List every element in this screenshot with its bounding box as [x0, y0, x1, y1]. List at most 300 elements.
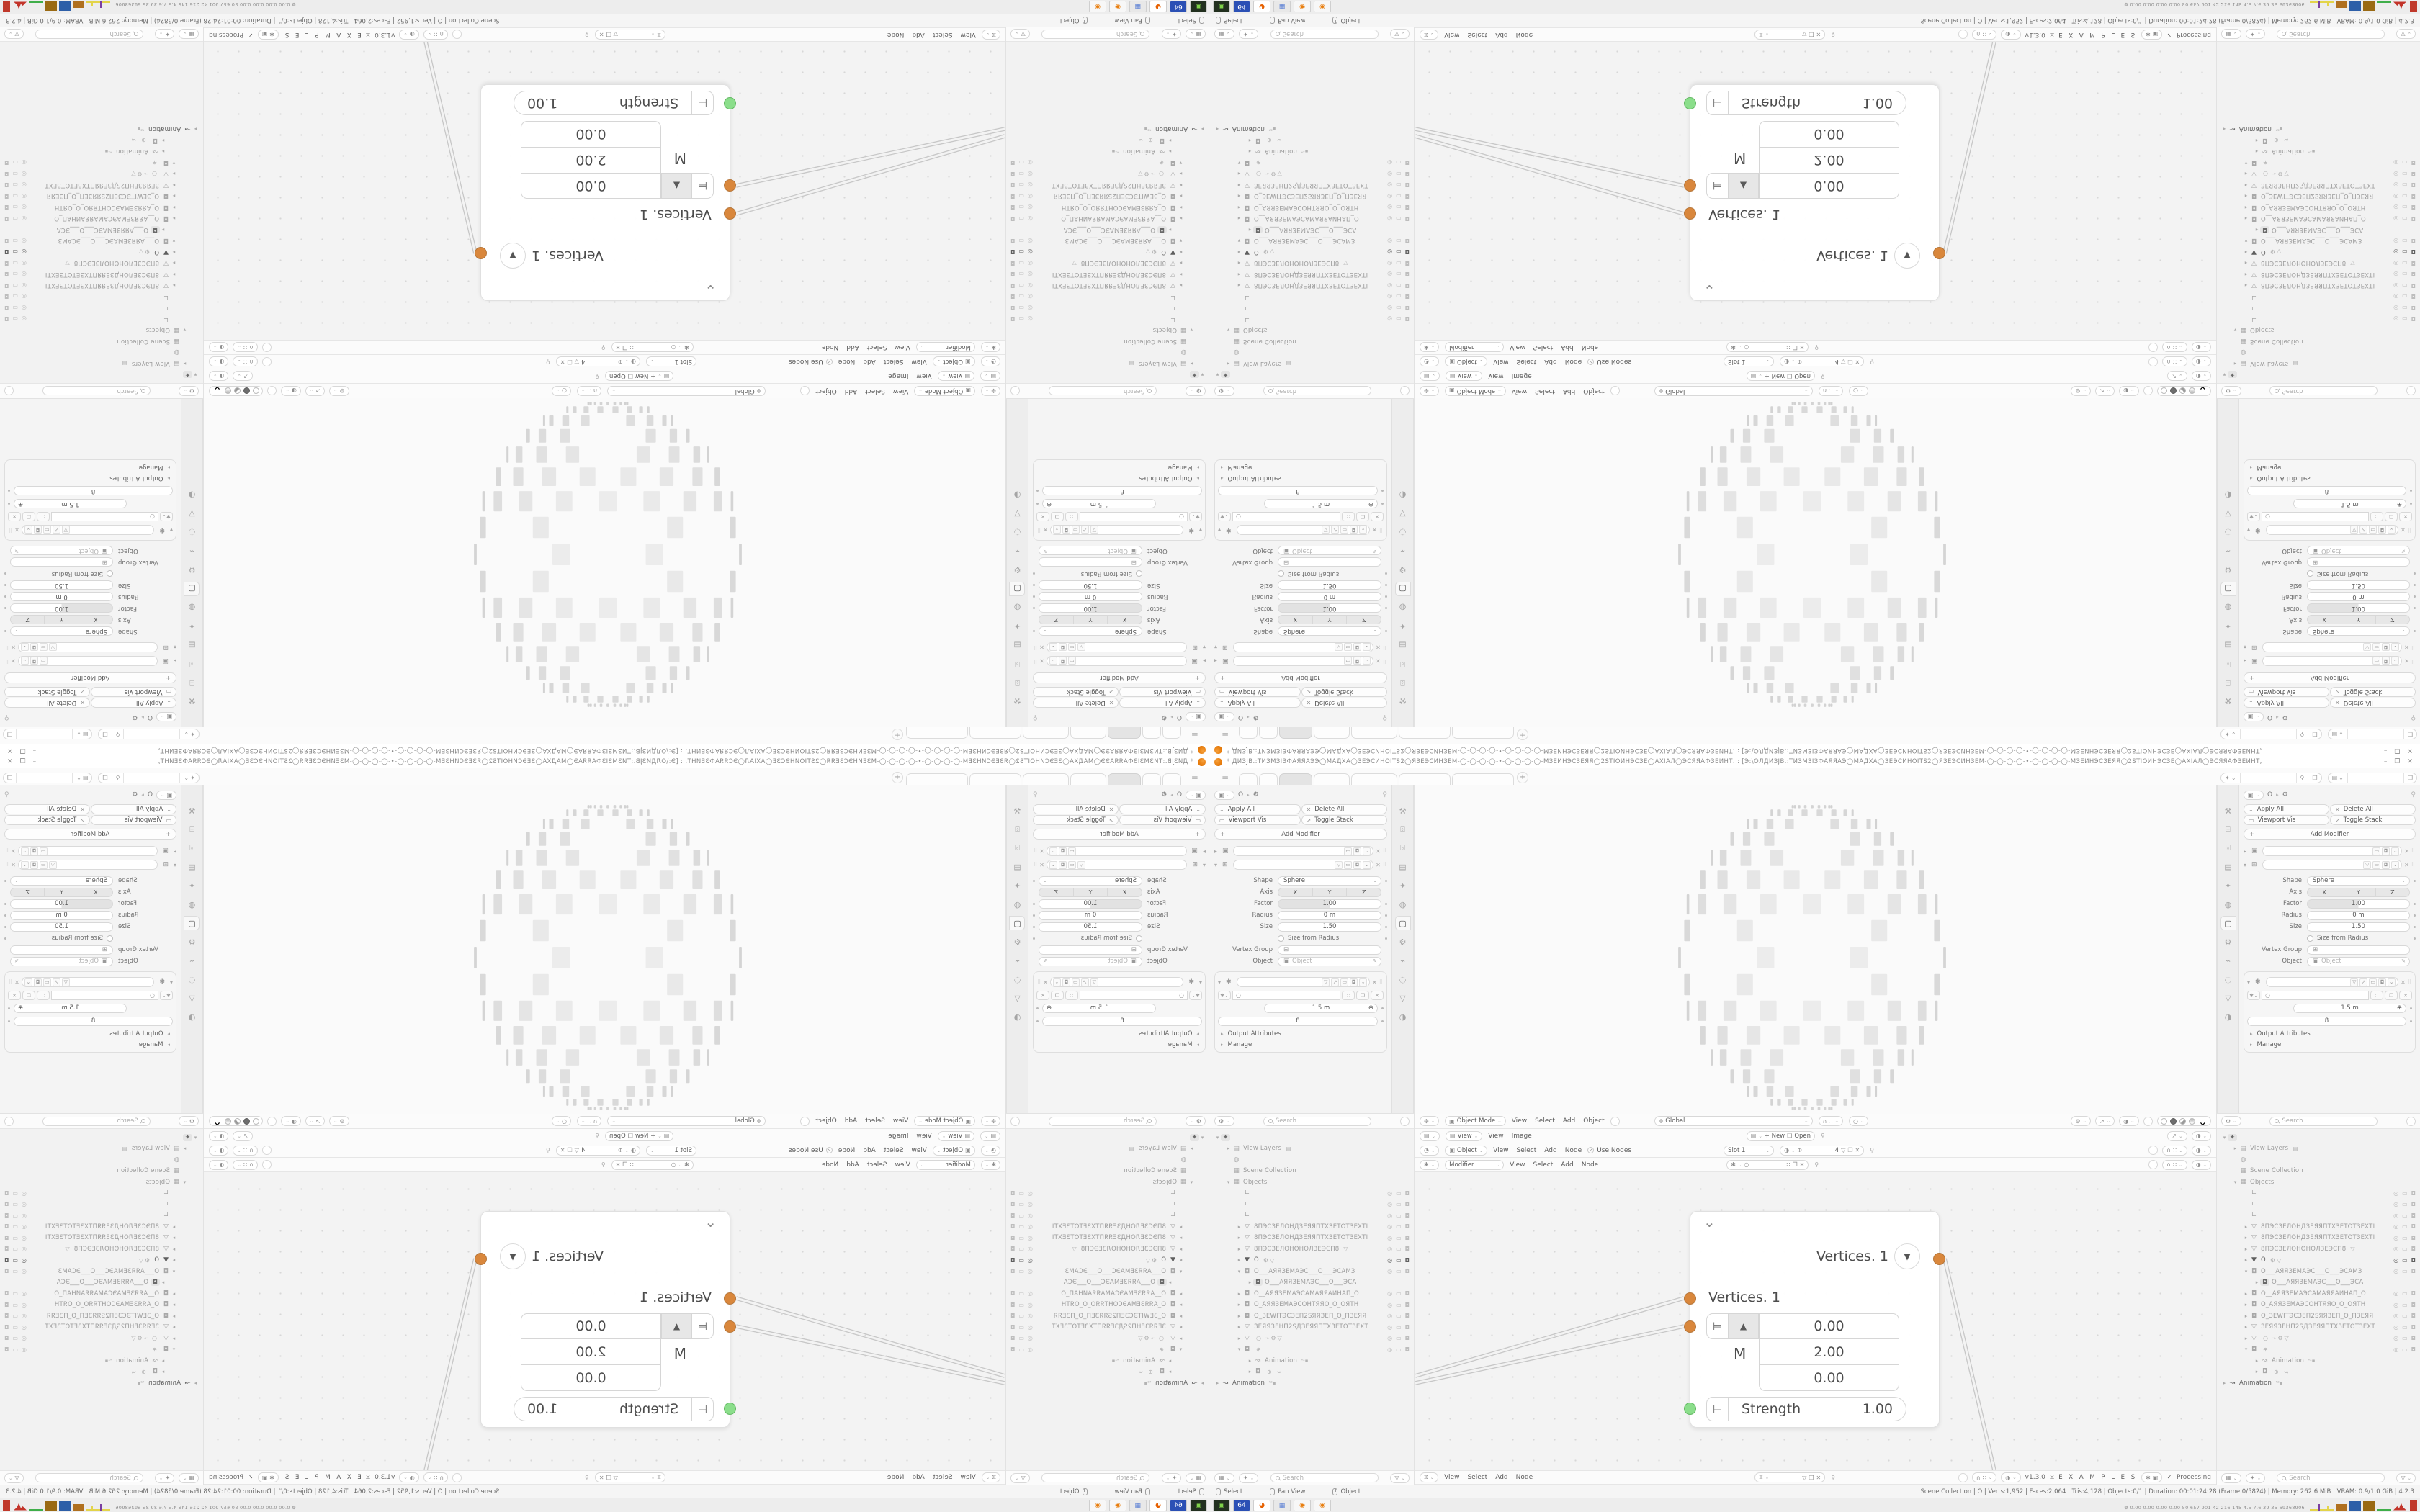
object-breadcrumb-selector[interactable]: ▣ ⌄	[156, 713, 176, 722]
viewport-disable-icon[interactable]: ▭	[2402, 215, 2408, 222]
solid-shading-icon[interactable]	[243, 1118, 250, 1125]
render-disable-icon[interactable]: ◘	[2411, 315, 2416, 323]
use-nodes-checkbox[interactable]: ✓ Use Nodes	[1588, 358, 1632, 366]
modifier-name-field[interactable]: ▽ ▭ ◘ ⌄	[1047, 860, 1187, 870]
rendered-shading-icon[interactable]	[2189, 388, 2195, 395]
hide-icon[interactable]: ◎	[1387, 1223, 1393, 1230]
render-disable-icon[interactable]: ◘	[2411, 1268, 2416, 1275]
outliner-item[interactable]	[0, 1188, 203, 1200]
node-group-selector[interactable]: ✱ ⌄ ○ ∷ ❐ ✕	[1726, 343, 1809, 353]
overlays-dropdown[interactable]: ◑ ⌄	[209, 1131, 228, 1141]
add-workspace-button[interactable]: +	[1517, 772, 1528, 783]
modifier-row-collapsed[interactable]: ▸ ▣ ▭ ◘ ⌄ ✕ ⠿	[2244, 657, 2416, 665]
expand-icon[interactable]: ▸	[1201, 1380, 1204, 1386]
shape-dropdown[interactable]: Sphere ⌄	[1039, 876, 1142, 886]
snap-dropdown[interactable]: ∩ ∷ ⌄	[233, 1160, 257, 1170]
modifier-row-collapsed[interactable]: ▸ ▣ ▭ ◘ ⌄ ✕ ⠿	[1214, 847, 1387, 855]
menu-select[interactable]: Select	[1516, 1146, 1537, 1154]
hide-icon[interactable]: ◎	[21, 1189, 27, 1197]
viewport-disable-icon[interactable]: ▭	[1018, 1246, 1024, 1253]
render-disable-icon[interactable]: ◘	[1010, 1246, 1016, 1253]
viewport-disable-icon[interactable]: ▭	[12, 282, 18, 289]
material-shading-icon[interactable]	[234, 1118, 241, 1125]
hide-icon[interactable]: ◎	[1387, 1346, 1393, 1353]
object-breadcrumb-selector[interactable]: ▣ ⌄	[156, 791, 176, 800]
properties-tab-icon-10[interactable]: ▽	[189, 993, 195, 1003]
menu-view[interactable]: View	[916, 1132, 932, 1140]
expand-icon[interactable]: ▾	[1179, 1346, 1183, 1353]
viewport-disable-icon[interactable]: ▭	[2402, 271, 2408, 278]
menu-select[interactable]: Select	[1533, 343, 1554, 351]
node-group-field[interactable]: ○	[2262, 512, 2369, 521]
size-field[interactable]: 1.50	[1039, 922, 1142, 932]
outliner-item[interactable]	[1210, 1310, 1414, 1322]
hide-icon[interactable]: ◎	[1027, 248, 1033, 256]
expand-icon[interactable]: ▸	[172, 1313, 176, 1319]
hide-icon[interactable]: ◎	[1027, 259, 1033, 266]
size-field[interactable]: 1.50	[2307, 922, 2410, 932]
render-disable-icon[interactable]: ◘	[2411, 282, 2416, 289]
properties-tab-icon-9[interactable]: ◌	[188, 528, 196, 538]
modifier-row-nodes[interactable]: ▾ ✱ ▽ ↗ ▭ ◘ ⌄ ✕ ⠿	[1218, 526, 1384, 534]
hide-icon[interactable]: ◎	[2393, 170, 2399, 177]
render-disable-icon[interactable]: ◘	[4, 304, 9, 311]
menu-add[interactable]: Add	[912, 31, 925, 38]
outliner-item[interactable]	[0, 347, 203, 359]
minimize-button[interactable]: –	[2383, 747, 2388, 754]
hide-icon[interactable]: ◎	[21, 248, 27, 256]
viewport-disable-icon[interactable]: ▭	[1396, 293, 1402, 300]
options-button[interactable]	[1010, 1117, 1020, 1126]
expand-icon[interactable]: ▾	[1190, 1179, 1193, 1185]
taskbar-app-icon-3[interactable]: ◕	[1150, 1500, 1167, 1511]
input-socket-vertices[interactable]	[724, 207, 736, 220]
viewport-disable-icon[interactable]: ▭	[1396, 1335, 1402, 1342]
menu-node[interactable]: Node	[1564, 358, 1582, 366]
factor-field[interactable]: 1.00	[10, 899, 113, 909]
display-mode-button[interactable]: ▦ ⌄	[1186, 1473, 1206, 1483]
node-count-field[interactable]: 8	[14, 487, 173, 496]
hide-icon[interactable]: ◎	[1027, 1335, 1033, 1342]
outliner-item[interactable]	[1006, 1143, 1210, 1155]
expand-icon[interactable]: ▸	[1179, 271, 1183, 277]
render-disable-icon[interactable]: ◘	[1404, 1212, 1410, 1219]
modifier-name-field[interactable]: ▽ ↗ ▭ ◘ ⌄	[1050, 525, 1183, 535]
expand-icon[interactable]: ▾	[1179, 159, 1183, 166]
outliner-item[interactable]	[1210, 1255, 1414, 1266]
viewport-3d[interactable]	[1415, 785, 2216, 1114]
hide-icon[interactable]: ◎	[21, 1323, 27, 1331]
menu-object[interactable]: Object	[815, 1117, 837, 1125]
taskbar-app-icon-3[interactable]: ◕	[1150, 1, 1167, 13]
display-mode-button[interactable]: ▦ ⌄	[2221, 1473, 2241, 1483]
add-modifier-button[interactable]: + Add Modifier	[2244, 829, 2416, 840]
menu-node[interactable]: Node	[1515, 31, 1533, 38]
workspace-tab-5[interactable]	[1023, 727, 1069, 739]
taskbar-app-icon-4[interactable]: ▦	[1129, 1, 1147, 13]
overlays-dropdown[interactable]: ↗ ⌄	[2095, 386, 2115, 396]
hide-icon[interactable]: ◎	[2393, 271, 2399, 278]
vertex-group-field[interactable]: ⊞	[1039, 945, 1142, 955]
expand-icon[interactable]: ▸	[1168, 137, 1172, 143]
toggle-stack-button[interactable]: ↗ Toggle Stack	[2330, 815, 2416, 825]
viewport-disable-icon[interactable]: ▭	[12, 1290, 18, 1297]
properties-tab-icon-0[interactable]: ⚒	[1013, 806, 1021, 816]
render-disable-icon[interactable]: ◘	[2411, 1313, 2416, 1320]
properties-tab-icon-7[interactable]: ⚙	[1013, 937, 1021, 947]
render-disable-icon[interactable]: ◘	[4, 192, 9, 199]
close-button[interactable]: ✕	[2407, 747, 2413, 754]
slot-dropdown[interactable]: Slot 1 ⌄	[1724, 357, 1774, 367]
input-socket-vertices[interactable]	[1684, 1292, 1696, 1305]
modifier-row-deform[interactable]: ▾ ⊞ ▽ ▭ ◘ ⌄ ✕ ⠿	[4, 861, 176, 868]
pin-icon[interactable]: ⚲	[1831, 1474, 1836, 1481]
object-breadcrumb-selector[interactable]: ▣ ⌄	[1186, 791, 1206, 800]
modifier-row-collapsed[interactable]: ▸ ▣ ▭ ◘ ⌄ ✕ ⠿	[1033, 657, 1206, 665]
add-modifier-button[interactable]: + Add Modifier	[4, 829, 176, 840]
input-socket-vector[interactable]	[1684, 1320, 1696, 1333]
taskbar-app-icon-5[interactable]: ◉	[1294, 1, 1311, 13]
minimize-button[interactable]: –	[32, 747, 37, 754]
render-disable-icon[interactable]: ◘	[4, 1335, 9, 1342]
outliner-item[interactable]	[1006, 302, 1210, 314]
hide-icon[interactable]: ◎	[1387, 315, 1393, 323]
fake-user-icon[interactable]: ∷	[1342, 512, 1355, 521]
delete-all-button[interactable]: ✕ Delete All	[1301, 804, 1388, 814]
size-from-radius-radio[interactable]	[1136, 935, 1142, 942]
workspace-tab-4[interactable]	[1314, 773, 1350, 785]
search-input[interactable]: Search	[2269, 1117, 2378, 1126]
render-disable-icon[interactable]: ◘	[4, 282, 9, 289]
render-disable-icon[interactable]: ◘	[2411, 237, 2416, 244]
render-disable-icon[interactable]: ◘	[4, 315, 9, 323]
outliner-item[interactable]	[2217, 124, 2420, 135]
outliner-item[interactable]	[1210, 280, 1414, 292]
viewport-disable-icon[interactable]: ▭	[12, 1212, 18, 1219]
properties-tab-icon-7[interactable]: ⚙	[1013, 565, 1021, 575]
menu-node[interactable]: Node	[1581, 1161, 1599, 1169]
shading-mode-toggle[interactable]: ⌄	[209, 1116, 263, 1126]
expand-icon[interactable]: ▸	[1227, 1146, 1230, 1152]
viewport-disable-icon[interactable]: ▭	[1396, 204, 1402, 211]
expand-icon[interactable]: ▸	[1168, 1357, 1172, 1364]
expand-icon[interactable]: ▸	[194, 126, 197, 132]
viewport-disable-icon[interactable]: ▭	[1396, 237, 1402, 244]
render-disable-icon[interactable]: ◘	[4, 1246, 9, 1253]
viewport-disable-icon[interactable]: ▭	[1018, 1189, 1024, 1197]
properties-tab-icon-8[interactable]: ⌁	[2226, 955, 2231, 966]
snap-dropdown[interactable]: ∩ ∷ ⌄	[424, 1472, 448, 1482]
workspace-tab-7[interactable]	[1452, 727, 1514, 739]
value-up-button[interactable]: ▲	[661, 173, 691, 199]
apply-all-button[interactable]: ↓ Apply All	[2244, 804, 2329, 814]
properties-tab-icon-5[interactable]: ◍	[188, 603, 196, 613]
outliner-item[interactable]	[0, 135, 203, 146]
apply-all-button[interactable]: ↓ Apply All	[1120, 698, 1206, 708]
modifier-close-icon[interactable]: ✕	[1039, 644, 1044, 651]
viewport-disable-icon[interactable]: ▭	[1018, 1301, 1024, 1308]
modifier-drag-handle[interactable]: ⠿	[4, 658, 9, 664]
menu-icon[interactable]: ≡	[1222, 729, 1229, 739]
outliner-item[interactable]	[1210, 1188, 1414, 1200]
expand-icon[interactable]: ▸	[1168, 1279, 1172, 1286]
snap-dropdown[interactable]: ∩ ∷ ⌄	[1819, 386, 1843, 396]
render-disable-icon[interactable]: ◘	[4, 1234, 9, 1241]
shading-sphere-button[interactable]	[267, 387, 277, 396]
node-group-field[interactable]: ○	[1080, 512, 1188, 521]
viewport-3d[interactable]	[204, 398, 1005, 727]
render-disable-icon[interactable]: ◘	[2411, 181, 2416, 189]
outliner-item[interactable]	[0, 1344, 203, 1356]
hide-icon[interactable]: ◎	[1027, 159, 1033, 166]
node-tree-selector[interactable]: ⧖ ⌄ ▽ ❐ ✕	[595, 30, 666, 40]
expand-icon[interactable]: ▸	[2255, 1357, 2259, 1364]
overlays-dropdown[interactable]: ◑ ⌄	[2001, 30, 2020, 40]
modifier-row-collapsed[interactable]: ▸ ▣ ▭ ◘ ⌄ ✕ ⠿	[1214, 657, 1387, 665]
use-nodes-checkbox[interactable]: ✓ Use Nodes	[788, 1146, 832, 1154]
workspace-tab-4[interactable]	[1070, 773, 1106, 785]
properties-tab-icon-6[interactable]: ▢	[1010, 916, 1026, 930]
outliner-item[interactable]	[1210, 1132, 1414, 1143]
menu-add[interactable]: Add	[1561, 343, 1574, 351]
hide-icon[interactable]: ◎	[2393, 1313, 2399, 1320]
radius-field[interactable]: 0 m	[1278, 911, 1381, 920]
properties-tab-icon-10[interactable]: ▽	[1014, 993, 1021, 1003]
manage-section[interactable]: ▸ Manage	[138, 1040, 170, 1048]
hide-icon[interactable]: ◎	[21, 1234, 27, 1241]
modifier-name-field[interactable]: ▭ ◘ ⌄	[1233, 846, 1373, 856]
outliner-item[interactable]	[0, 235, 203, 247]
workspace-tab-7[interactable]	[906, 773, 968, 785]
input-socket-vector[interactable]	[724, 179, 736, 192]
unlink-icon[interactable]: ✕	[1371, 512, 1384, 521]
properties-tab-icon-2[interactable]: ⌻	[1015, 660, 1020, 669]
editor-type-button[interactable]: ⚙ ⌄	[179, 1116, 199, 1126]
outliner-search-input[interactable]: Search	[2277, 1473, 2385, 1482]
render-disable-icon[interactable]: ◘	[1404, 237, 1410, 244]
render-disable-icon[interactable]: ◘	[1404, 1256, 1410, 1264]
editor-type-button[interactable]: ⚙ ⌄	[2221, 386, 2241, 396]
overlays-dropdown[interactable]: ◑ ⌄	[2192, 372, 2211, 382]
properties-tab-icon-8[interactable]: ⌁	[1400, 955, 1405, 966]
outliner-item[interactable]	[0, 202, 203, 213]
driver-plug-icon[interactable]: ⊨	[691, 1397, 714, 1421]
hide-icon[interactable]: ◎	[1387, 159, 1393, 166]
properties-tab-icon-4[interactable]: ✦	[2224, 621, 2232, 631]
outliner-item[interactable]	[1210, 291, 1414, 302]
gizmos-dropdown[interactable]: ⚙ ⌄	[329, 386, 349, 396]
options-button[interactable]	[4, 1117, 14, 1126]
compositor-preview-button[interactable]	[262, 1146, 272, 1155]
viewport-disable-icon[interactable]: ▭	[2402, 1223, 2408, 1230]
object-breadcrumb-selector[interactable]: ▣ ⌄	[1214, 791, 1234, 800]
viewport-disable-icon[interactable]: ▭	[1396, 1313, 1402, 1320]
hide-icon[interactable]: ◎	[1027, 170, 1033, 177]
expand-icon[interactable]: ▸	[172, 181, 176, 188]
hide-icon[interactable]: ◎	[1027, 304, 1033, 311]
hide-icon[interactable]: ◎	[1387, 1301, 1393, 1308]
scene-filter-button[interactable]: ✦ ⌄	[1162, 30, 1181, 40]
render-disable-icon[interactable]: ◘	[1404, 304, 1410, 311]
driver-plug-icon[interactable]: ⊨	[1706, 91, 1729, 115]
editor-type-button[interactable]: ⧖ ⌄	[982, 1472, 1000, 1482]
properties-tab-icon-3[interactable]: ▤	[188, 640, 196, 650]
expand-icon[interactable]: ▸	[172, 193, 176, 199]
modifier-close-icon[interactable]: ✕	[1376, 847, 1381, 855]
viewport-disable-icon[interactable]: ▭	[1018, 1335, 1024, 1342]
viewport-disable-icon[interactable]: ▭	[12, 1268, 18, 1275]
menu-add[interactable]: Add	[1495, 31, 1508, 38]
expand-icon[interactable]: ▸	[183, 360, 187, 366]
outliner-item[interactable]	[1210, 179, 1414, 191]
outliner-item[interactable]	[1006, 168, 1210, 180]
expand-icon[interactable]: ▸	[1179, 204, 1183, 210]
driver-plug-icon[interactable]: ⊨	[691, 173, 714, 199]
outliner-item[interactable]	[1006, 1255, 1210, 1266]
hide-icon[interactable]: ◎	[2393, 204, 2399, 211]
orientation-dropdown[interactable]: ✛ Global ⌄	[607, 386, 766, 396]
workspace-tab-4[interactable]	[1070, 727, 1106, 739]
expand-icon[interactable]: ▸	[161, 1369, 165, 1375]
object-breadcrumb-selector[interactable]: ▣ ⌄	[2244, 713, 2264, 722]
node-collapse-icon[interactable]: ⌄	[704, 1213, 717, 1230]
viewport-disable-icon[interactable]: ▭	[1018, 1346, 1024, 1353]
modifier-name-field[interactable]: ▽ ↗ ▭ ◘ ⌄	[1237, 525, 1370, 535]
menu-select[interactable]: Select	[932, 31, 953, 38]
outliner-item[interactable]	[1210, 258, 1414, 269]
outliner-item[interactable]	[0, 1310, 203, 1322]
expand-icon[interactable]: ▸	[2244, 171, 2248, 177]
outliner-item[interactable]	[1006, 1367, 1210, 1378]
modifier-drag-handle[interactable]: ⠿	[1036, 979, 1041, 985]
outliner-item[interactable]	[1006, 369, 1210, 381]
examples-label[interactable]: E X A M P L E S	[2058, 31, 2138, 38]
snap-dropdown[interactable]: ∩ ∷ ⌄	[1819, 1116, 1843, 1126]
outliner-item[interactable]	[1210, 135, 1414, 146]
new-scene-icon[interactable]: ❐	[99, 729, 112, 739]
expand-icon[interactable]: ▾	[183, 327, 187, 333]
manage-section[interactable]: ▸ Manage	[2250, 1040, 2282, 1048]
vector-y-field[interactable]: 2.00	[1759, 1339, 1899, 1365]
render-disable-icon[interactable]: ◘	[1404, 215, 1410, 222]
expand-icon[interactable]: ▾	[1227, 1179, 1230, 1185]
properties-tab-icon-0[interactable]: ⚒	[2224, 696, 2232, 706]
outliner-item[interactable]	[2217, 202, 2420, 213]
node-size-field[interactable]: 1.5 m ⊕	[2293, 1004, 2406, 1013]
gizmos-dropdown[interactable]: ↗ ⌄	[233, 1131, 252, 1141]
expand-icon[interactable]: ▸	[1179, 193, 1183, 199]
image-browse-group[interactable]: ▤ ⌄ + New ❏ Open	[1747, 1131, 1815, 1141]
hide-icon[interactable]: ◎	[1387, 1246, 1393, 1253]
modifier-name-field[interactable]: ▽ ▭ ◘ ⌄	[1233, 860, 1373, 870]
material-shading-icon[interactable]	[234, 388, 241, 395]
vector-z-field[interactable]: 0.00	[1759, 121, 1899, 147]
outliner-item[interactable]	[1210, 157, 1414, 168]
output-socket[interactable]	[475, 247, 487, 259]
hide-icon[interactable]: ◎	[1027, 1234, 1033, 1241]
taskbar-app-icon-2[interactable]: 64	[1170, 1500, 1187, 1511]
node-collapse-icon[interactable]: ⌄	[704, 282, 717, 299]
viewport-disable-icon[interactable]: ▭	[12, 1234, 18, 1241]
vector-z-field[interactable]: 0.00	[521, 1365, 661, 1391]
expand-icon[interactable]: ▾	[172, 1268, 176, 1274]
taskbar-app-icon-1[interactable]: ▣	[1190, 1500, 1207, 1511]
viewlayer-selector[interactable]: ▤ ⌄ ❐	[3, 729, 92, 739]
modifier-name-field[interactable]: ▽ ▭ ◘ ⌄	[2262, 642, 2402, 652]
shading-sphere-button[interactable]	[267, 1117, 277, 1126]
properties-tab-icon-2[interactable]: ⌻	[1400, 660, 1405, 669]
size-field[interactable]: 1.50	[1039, 581, 1142, 590]
expand-icon[interactable]: ▾	[1216, 372, 1219, 378]
hide-icon[interactable]: ◎	[1387, 1313, 1393, 1320]
modifier-name-field[interactable]: ▽ ↗ ▭ ◘ ⌄	[1050, 977, 1183, 987]
examples-label[interactable]: E X A M P L E S	[282, 31, 362, 38]
open-image-button[interactable]: Open	[1794, 1132, 1811, 1140]
image-mode-dropdown[interactable]: ▤ View ⌄	[1446, 372, 1482, 382]
render-disable-icon[interactable]: ◘	[1010, 159, 1016, 166]
viewlayer-name-field[interactable]	[17, 729, 73, 739]
menu-view[interactable]: View	[895, 1161, 910, 1169]
outliner-item[interactable]	[1006, 1266, 1210, 1277]
render-disable-icon[interactable]: ◘	[2411, 1335, 2416, 1342]
shape-dropdown[interactable]: Sphere ⌄	[2307, 627, 2410, 636]
pin-icon[interactable]: ⚲	[1821, 373, 1825, 379]
modifier-close-icon[interactable]: ✕	[1372, 526, 1377, 534]
scene-filter-button[interactable]: ✦ ⌄	[155, 1473, 174, 1483]
pin-id-icon[interactable]: ⚲	[4, 714, 9, 721]
node-editor-canvas[interactable]	[204, 42, 1005, 340]
node-group-field[interactable]: ○	[2262, 991, 2369, 1000]
hide-icon[interactable]: ◎	[2393, 215, 2399, 222]
open-image-button[interactable]: Open	[1794, 372, 1811, 380]
viewport-disable-icon[interactable]: ▭	[1396, 1323, 1402, 1331]
slot-dropdown[interactable]: Slot 1 ⌄	[646, 1146, 696, 1156]
menu-view[interactable]: View	[892, 387, 909, 395]
outliner-item[interactable]	[1210, 1288, 1414, 1300]
outliner-item[interactable]	[2217, 168, 2420, 180]
viewport-disable-icon[interactable]: ▭	[1396, 1256, 1402, 1264]
outliner-item[interactable]	[2217, 280, 2420, 292]
expand-icon[interactable]: ▸	[2255, 148, 2259, 155]
render-disable-icon[interactable]: ◘	[2411, 304, 2416, 311]
scene-filter-button[interactable]: ✦ ⌄	[1239, 30, 1258, 40]
scene-filter-button[interactable]: ✦ ⌄	[2246, 1473, 2265, 1483]
gizmos-dropdown[interactable]: ⚙ ⌄	[2071, 1116, 2091, 1126]
examples-buttons[interactable]: ✱ ▣	[258, 30, 279, 40]
render-disable-icon[interactable]: ◘	[4, 1201, 9, 1208]
modifier-name-field[interactable]: ▽ ↗ ▭ ◘ ⌄	[2266, 977, 2398, 987]
menu-view[interactable]: View	[1488, 1132, 1504, 1140]
outliner-item[interactable]	[1006, 1333, 1210, 1344]
manage-section[interactable]: ▸ Manage	[1221, 464, 1252, 472]
vector-y-field[interactable]: 2.00	[521, 1339, 661, 1365]
expand-icon[interactable]: ▸	[1237, 215, 1241, 222]
pin-icon[interactable]: ⚲	[1870, 1147, 1875, 1153]
close-button[interactable]: ✕	[2407, 758, 2413, 765]
outliner-item[interactable]	[2217, 369, 2420, 381]
taskbar-app-icon-4[interactable]: ▦	[1129, 1500, 1147, 1511]
properties-tab-icon-8[interactable]: ⌁	[189, 955, 194, 966]
pin-id-icon[interactable]: ⚲	[1382, 714, 1387, 721]
menu-node[interactable]: Node	[838, 358, 856, 366]
outliner-item[interactable]	[0, 179, 203, 191]
solid-shading-icon[interactable]	[2170, 388, 2177, 395]
expand-icon[interactable]: ▸	[2244, 271, 2248, 277]
overlays-dropdown[interactable]: ◑ ⌄	[399, 30, 418, 40]
viewport-disable-icon[interactable]: ▭	[12, 315, 18, 323]
render-disable-icon[interactable]: ◘	[4, 1268, 9, 1275]
node-group-selector[interactable]: ✱ ⌄ ○ ∷ ❐ ✕	[1036, 990, 1202, 1001]
